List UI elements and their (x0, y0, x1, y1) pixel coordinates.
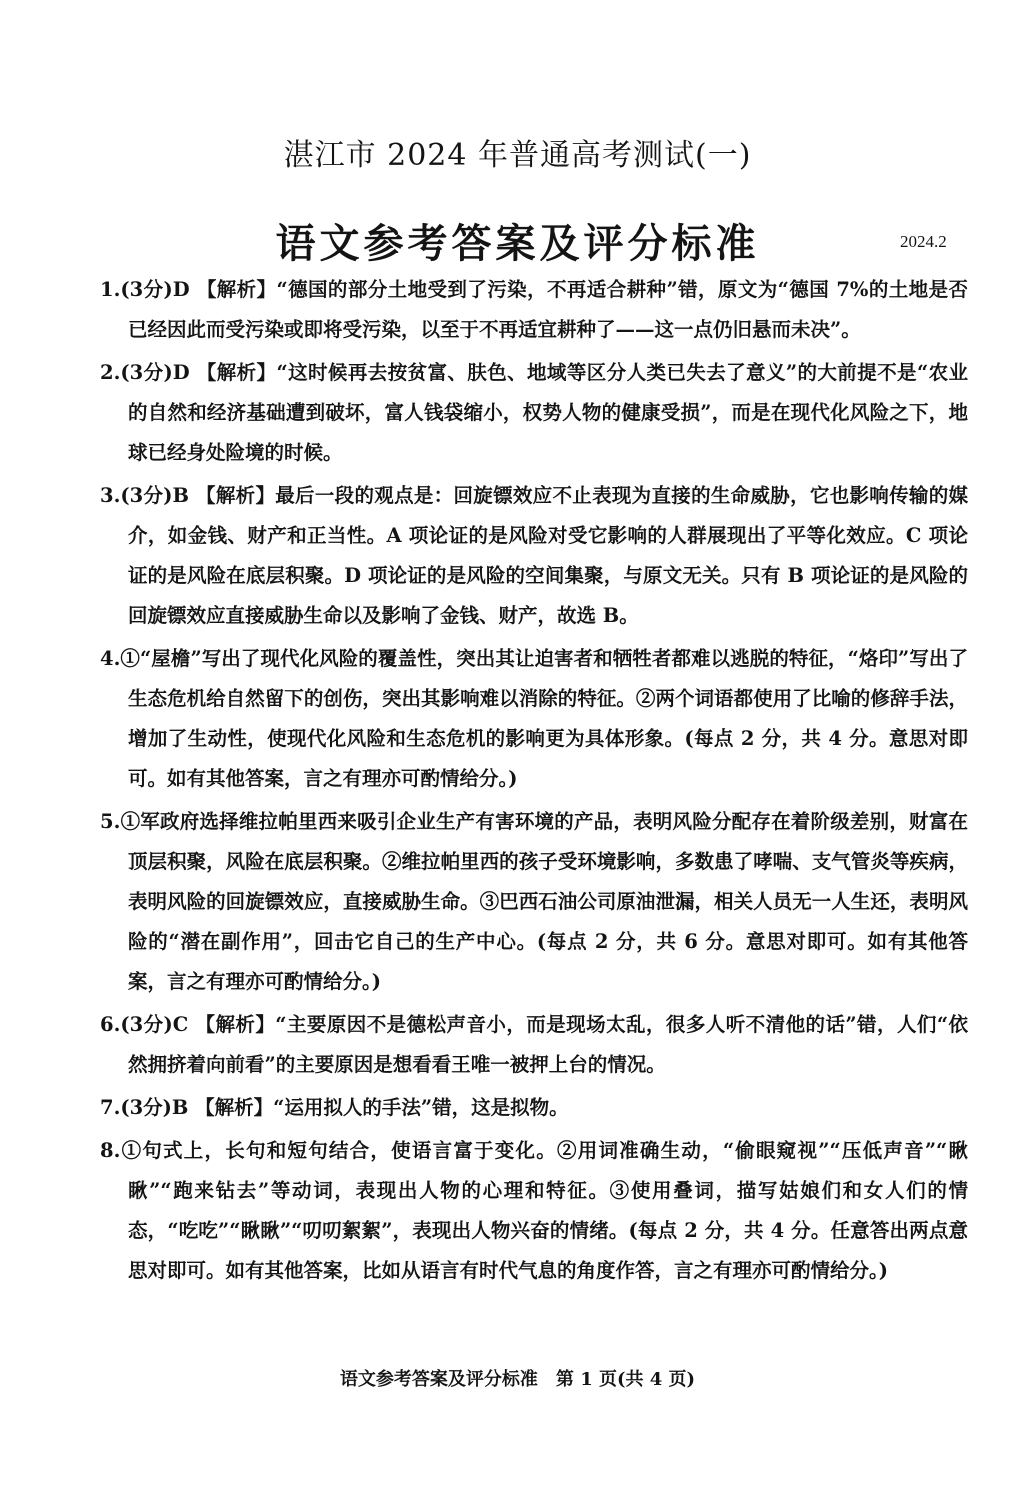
answer-text: (3分)C 【解析】“主要原因不是德松声音小，而是现场太乱，很多人听不清他的话”错，人们“依然拥挤着向前看”的主要原因是想看看王唯一被押上台的情况。 (120, 1013, 968, 1076)
page-footer (0, 1365, 1035, 1391)
answer-text: (3分)D 【解析】“德国的部分土地受到了污染，不再适合耕种”错，原文为“德国 7%的土地是否已经因此而受污染或即将受污染，以至于不再适宜耕种了——这一点仍旧悬而未决”。 (120, 278, 968, 341)
answer-number: 2. (100, 361, 121, 384)
answer-item-8 (100, 1131, 968, 1291)
document-title: 语文参考答案及评分标准 (275, 221, 760, 267)
exam-title: 湛江市 2024 年普通高考测试(一) (283, 138, 752, 173)
answer-item-1 (100, 270, 968, 350)
answer-text: (3分)B 【解析】“运用拟人的手法”错，这是拟物。 (120, 1096, 569, 1119)
answer-number: 6. (100, 1013, 121, 1036)
answer-number: 3. (100, 484, 121, 507)
answer-item-6 (100, 1005, 968, 1085)
answer-item-4 (100, 639, 968, 799)
answer-item-3 (100, 476, 968, 636)
answer-number: 4. (100, 647, 121, 670)
answer-text: ①“屋檐”写出了现代化风险的覆盖性，突出其让迫害者和牺牲者都难以逃脱的特征，“烙印”写出了生态危机给自然留下的创伤，突出其影响难以消除的特征。②两个词语都使用了比喻的修辞手法，增加了生动性，使现代化风险和生态危机的影响更为具体形象。(每点 2 分，共 4 分。意思对即可。如有其他答案，言之有理亦可酌情给分。) (120, 647, 968, 790)
answer-text: (3分)D 【解析】“这时候再去按贫富、肤色、地域等区分人类已失去了意义”的大前提不是“农业的自然和经济基础遭到破坏，富人钱袋缩小，权势人物的健康受损”，而是在现代化风险之下，地球已经身处险境的时候。 (120, 361, 968, 464)
footer-page-info: 第 1 页(共 4 页) (555, 1369, 696, 1390)
answer-number: 5. (100, 810, 121, 833)
answer-number: 8. (100, 1139, 121, 1162)
answer-list (100, 270, 968, 1294)
answer-item-5 (100, 802, 968, 1002)
answer-number: 1. (100, 278, 121, 301)
document-date: 2024.2 (900, 232, 947, 251)
answer-number: 7. (100, 1096, 121, 1119)
answer-item-2 (100, 353, 968, 473)
answer-text: (3分)B 【解析】最后一段的观点是：回旋镖效应不止表现为直接的生命威胁，它也影响传输的媒介，如金钱、财产和正当性。A 项论证的是风险对受它影响的人群展现出了平等化效应。C 项论证的是风险在底层积聚。D 项论证的是风险的空间集聚，与原文无关。只有 B 项论证的是风险的回旋镖效应直接威胁生命以及影响了金钱、财产，故选 B。 (120, 484, 968, 627)
answer-item-7 (100, 1088, 968, 1128)
footer-doc-name: 语文参考答案及评分标准 (339, 1369, 538, 1390)
answer-text: ①军政府选择维拉帕里西来吸引企业生产有害环境的产品，表明风险分配存在着阶级差别，财富在顶层积聚，风险在底层积聚。②维拉帕里西的孩子受环境影响，多数患了哮喘、支气管炎等疾病，表明风险的回旋镖效应，直接威胁生命。③巴西石油公司原油泄漏，相关人员无一人生还，表明风险的“潜在副作用”，回击它自己的生产中心。(每点 2 分，共 6 分。意思对即可。如有其他答案，言之有理亦可酌情给分。) (120, 810, 968, 993)
answer-text: ①句式上，长句和短句结合，使语言富于变化。②用词准确生动，“偷眼窥视”“压低声音”“瞅瞅”“跑来钻去”等动词，表现出人物的心理和特征。③使用叠词，描写姑娘们和女人们的情态，“吃吃”“瞅瞅”“叨叨絮絮”，表现出人物兴奋的情绪。(每点 2 分，共 4 分。任意答出两点意思对即可。如有其他答案，比如从语言有时代气息的角度作答，言之有理亦可酌情给分。) (120, 1139, 968, 1282)
